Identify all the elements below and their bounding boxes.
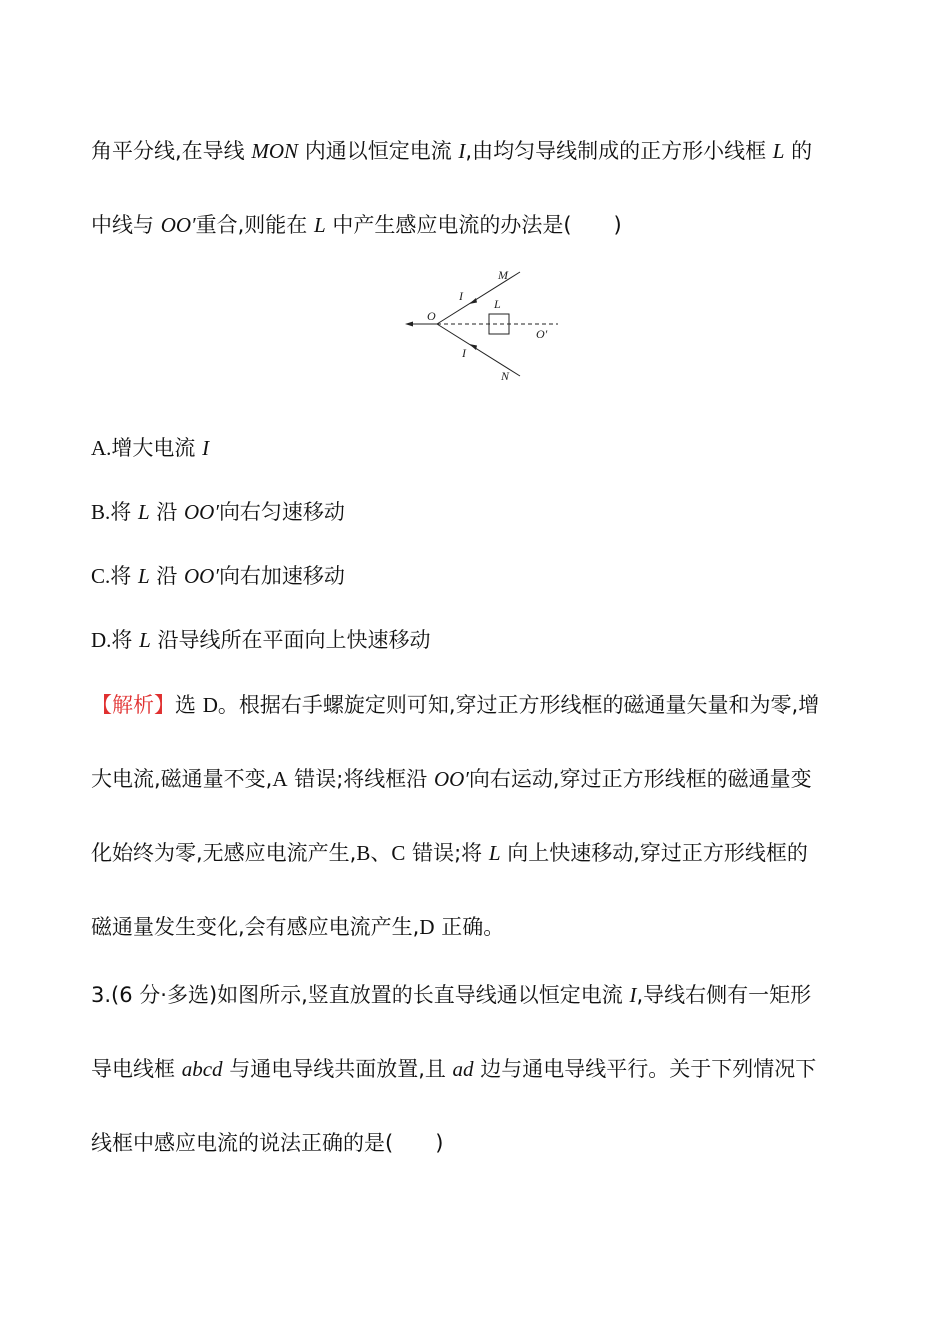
analysis-line-1: 【解析】选 D。根据右手螺旋定则可知,穿过正方形线框的磁通量矢量和为零,增 bbox=[91, 693, 820, 717]
wire-diagram-svg bbox=[395, 262, 565, 387]
square-loop-l bbox=[489, 314, 509, 334]
option-c: C.将 L 沿 OO′向右加速移动 bbox=[91, 564, 345, 588]
analysis-label: 【解析】 bbox=[91, 693, 175, 717]
option-b: B.将 L 沿 OO′向右匀速移动 bbox=[91, 500, 345, 524]
current-arrow-bottom-icon bbox=[469, 344, 477, 350]
answer-blank: ) bbox=[393, 1131, 444, 1155]
var-oo-prime: OO′ bbox=[160, 213, 196, 237]
var-l: L bbox=[313, 213, 326, 237]
wire-diagram bbox=[395, 262, 565, 387]
var-i: I bbox=[458, 139, 466, 163]
label-m: M bbox=[498, 268, 508, 282]
question-2-stem-line-1: 角平分线,在导线 MON 内通以恒定电流 I,由均匀导线制成的正方形小线框 L 的 bbox=[91, 139, 813, 163]
axis-arrow-icon bbox=[405, 322, 413, 327]
var-l: L bbox=[772, 139, 785, 163]
current-arrow-top-icon bbox=[469, 298, 477, 304]
analysis-line-2: 大电流,磁通量不变,A 错误;将线框沿 OO′向右运动,穿过正方形线框的磁通量变 bbox=[91, 767, 812, 791]
option-d: D.将 L 沿导线所在平面向上快速移动 bbox=[91, 628, 431, 652]
question-3-stem-line-3: 线框中感应电流的说法正确的是( ) bbox=[91, 1131, 444, 1155]
answer-blank: ) bbox=[571, 213, 622, 237]
label-l: L bbox=[494, 297, 501, 311]
label-n: N bbox=[501, 369, 510, 383]
option-a: A.增大电流 I bbox=[91, 436, 210, 460]
analysis-line-3: 化始终为零,无感应电流产生,B、C 错误;将 L 向上快速移动,穿过正方形线框的 bbox=[91, 841, 808, 865]
label-i-top: I bbox=[459, 289, 463, 303]
var-mon: MON bbox=[251, 139, 299, 163]
question-3-stem-line-1: 3.(6 分·多选)如图所示,竖直放置的长直导线通以恒定电流 I,导线右侧有一矩形 bbox=[91, 983, 812, 1007]
label-o: O bbox=[427, 309, 436, 323]
label-i-bottom: I bbox=[462, 346, 466, 360]
question-3-stem-line-2: 导电线框 abcd 与通电导线共面放置,且 ad 边与通电导线平行。关于下列情况下 bbox=[91, 1057, 817, 1081]
analysis-line-4: 磁通量发生变化,会有感应电流产生,D 正确。 bbox=[91, 915, 505, 939]
question-2-stem-line-2: 中线与 OO′重合,则能在 L 中产生感应电流的办法是( ) bbox=[91, 213, 622, 237]
label-o-prime: O′ bbox=[536, 327, 548, 341]
